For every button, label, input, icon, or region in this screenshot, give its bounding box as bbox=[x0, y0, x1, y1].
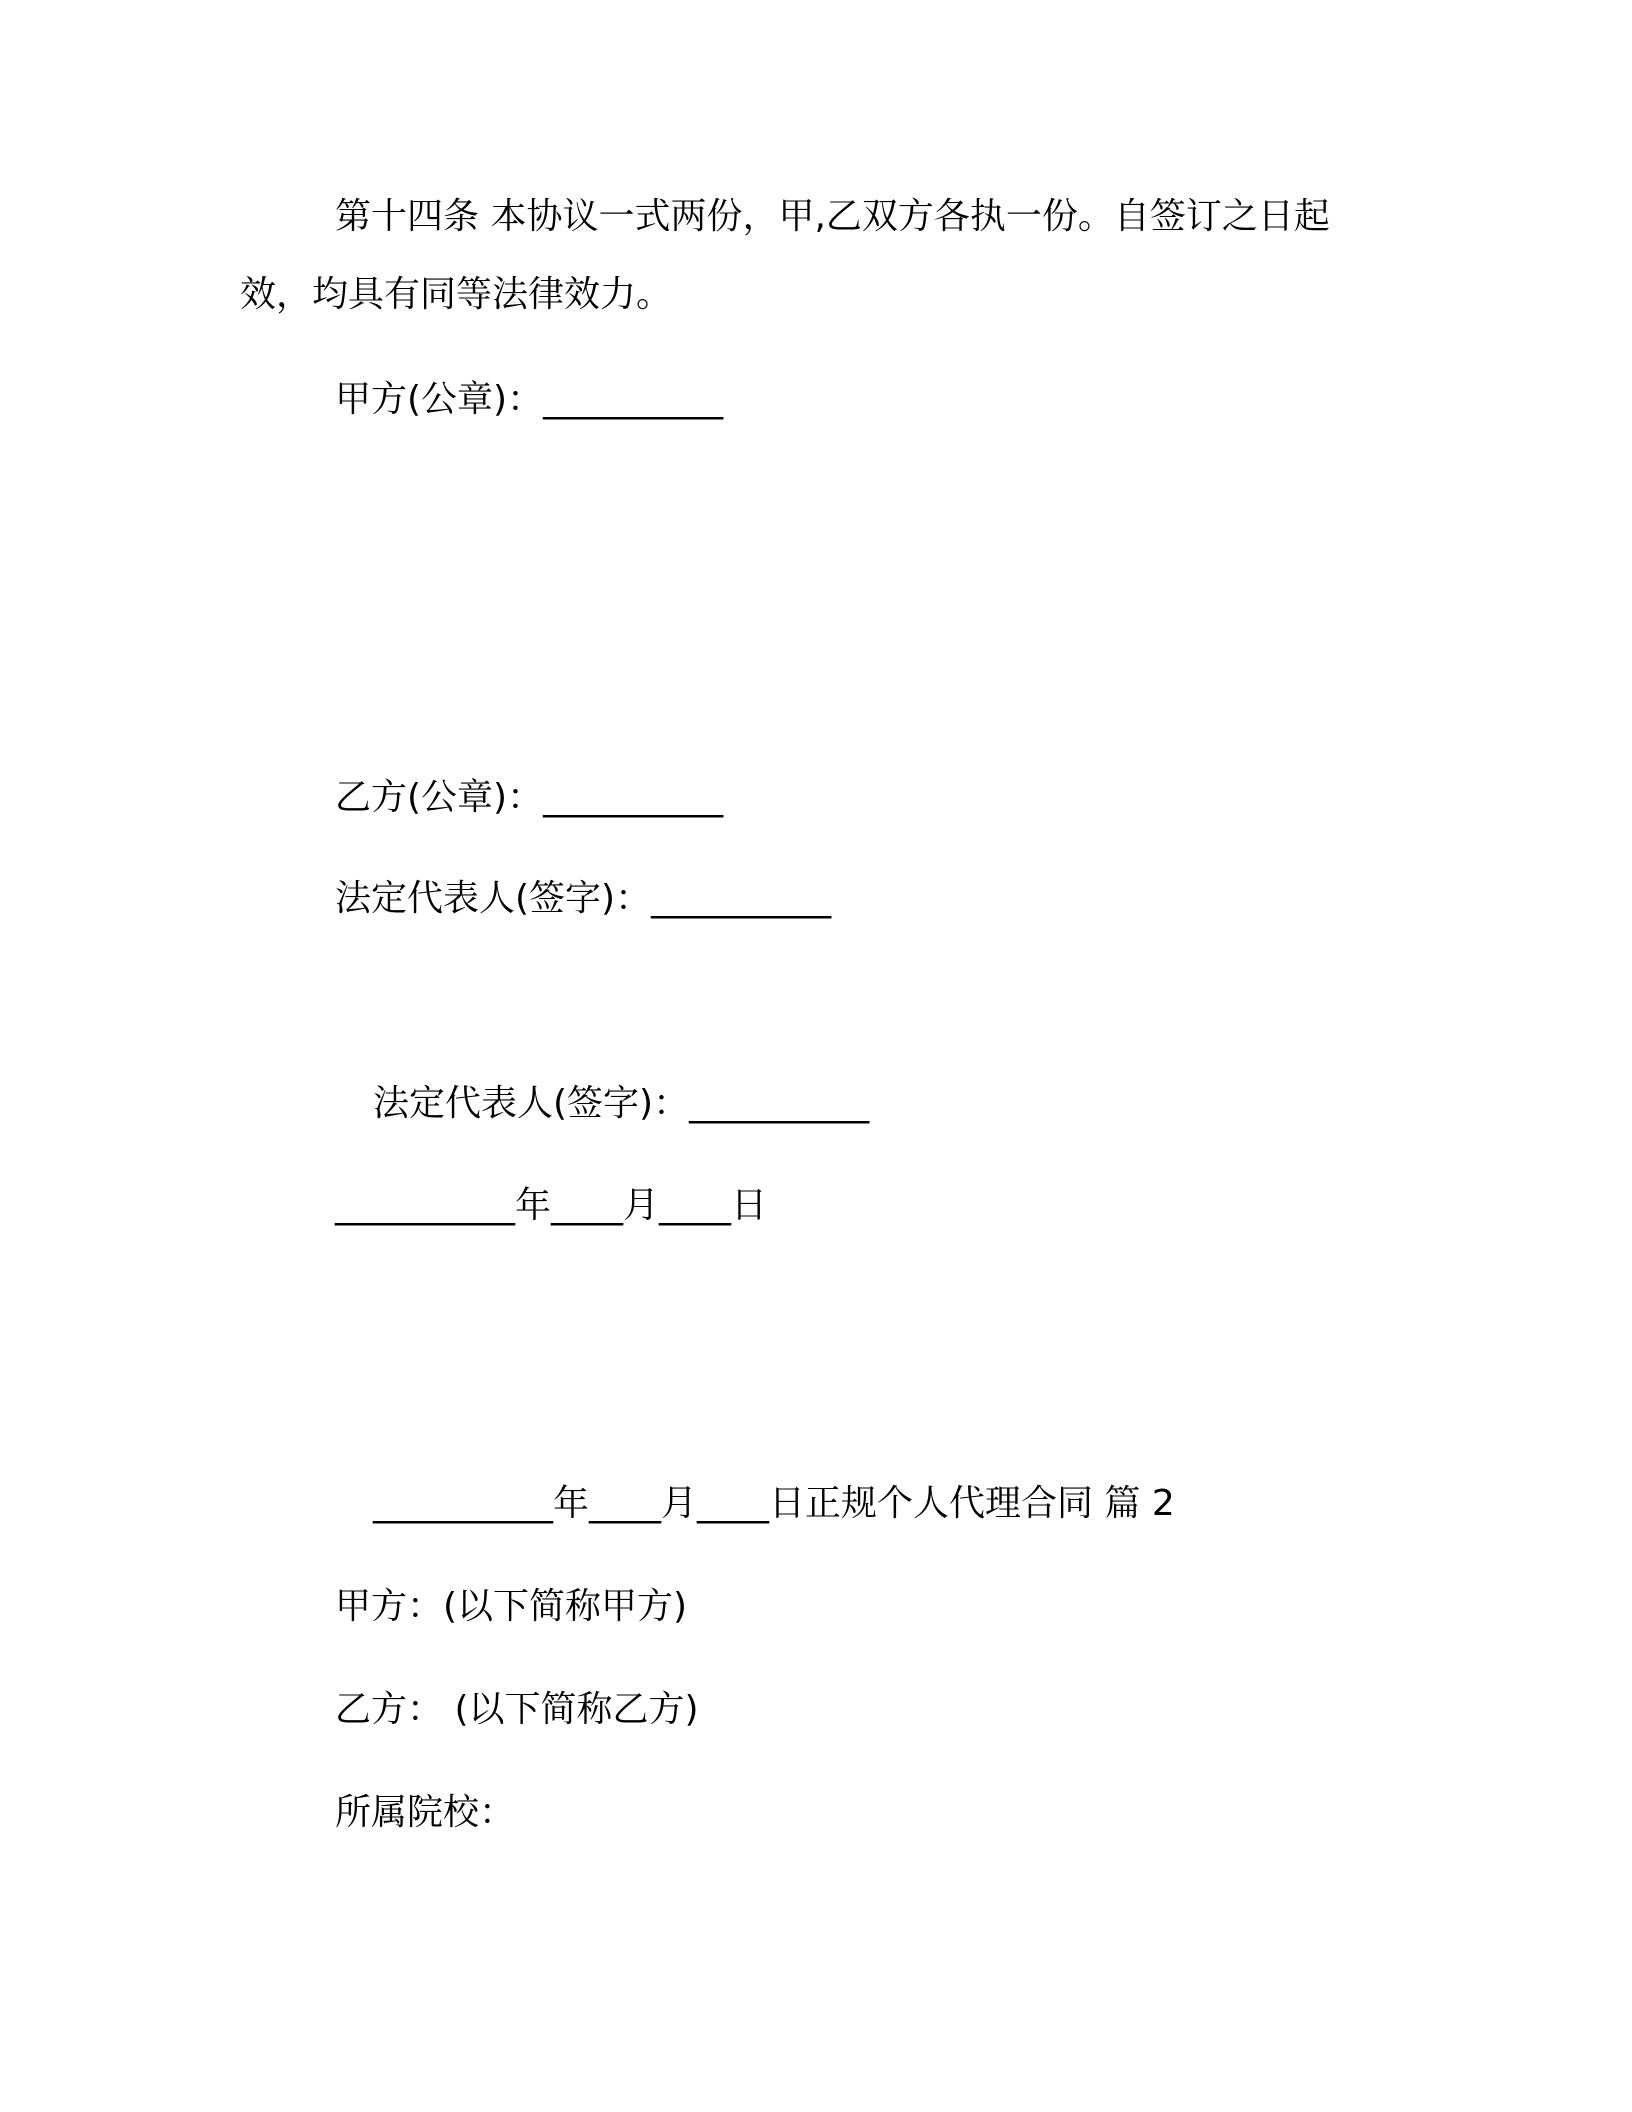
legal-representative-signature-line: 法定代表人(签字)：__________ bbox=[335, 878, 832, 919]
school-label: 所属院校： bbox=[335, 1792, 516, 1833]
date-line: __________年____月____日 bbox=[335, 1185, 767, 1226]
legal-representative-signature-line-2: 法定代表人(签字)：__________ bbox=[373, 1083, 870, 1124]
clause-14-line-2: 效，均具有同等法律效力。 bbox=[240, 274, 673, 315]
clause-14-line-1: 第十四条 本协议一式两份，甲,乙双方各执一份。自签订之日起 bbox=[335, 196, 1330, 237]
party-a-seal-line: 甲方(公章)：__________ bbox=[335, 379, 724, 420]
section-title-line: __________年____月____日正规个人代理合同 篇 2 bbox=[373, 1483, 1175, 1524]
party-a-intro: 甲方：(以下简称甲方) bbox=[335, 1586, 688, 1627]
party-b-intro: 乙方： (以下简称乙方) bbox=[335, 1689, 699, 1730]
party-b-seal-line: 乙方(公章)：__________ bbox=[335, 777, 724, 818]
